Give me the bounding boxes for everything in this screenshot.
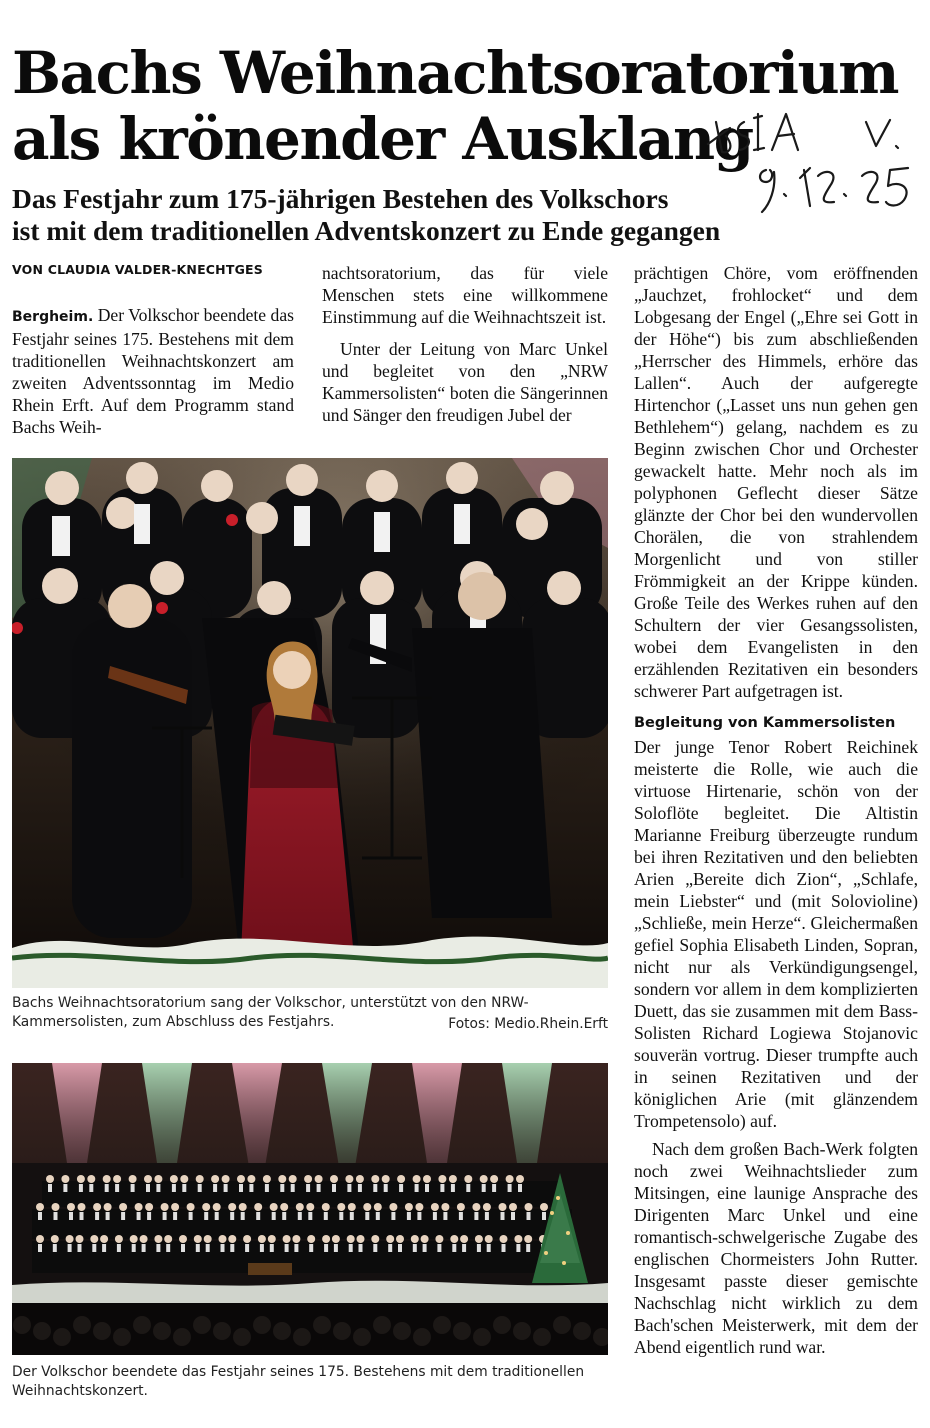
column-3-paragraph-2: Der junge Tenor Robert Reichinek meisterte die Rolle, wie auch die virtuose Hirtenarie, schön von der Soloflöte begleitet. Die Altistin Marianne Freiburg überzeugte rundum bei ihren Rezitativen und den beliebten Arien „Bereite dich Zion“, „Schlafe, mein Liebster“ und (mit Solovioline) „Schließe, mein Herze“. Gleichermaßen gefiel Sophia Elisabeth Linden, Sopran, nicht nur als Verkündigungsengel, sondern vor allem in dem komplizierten Duett, das sie zusammen mit dem Bass-Solisten Richard Logiewa Stojanovic souverän vortrug. Dieser trumpfte auch in seinen Rezitativen und der königlichen Arie (mit glänzendem Trompetensolo) auf. xyxy=(634,737,918,1131)
concert-photo-choir xyxy=(12,1063,608,1355)
subheadline-line-1: Das Festjahr zum 175-jährigen Bestehen des Volkschors xyxy=(12,183,669,214)
headline xyxy=(12,39,899,173)
column-1-text: Der Volkschor beendete das Festjahr seines 175. Bestehens mit dem traditionellen Weihnachtskonzert am zweiten Adventssonntag im Medio Rhein Erft. Auf dem Programm stand Bachs Weih- xyxy=(12,305,294,437)
photo-2-caption: Der Volkschor beendete das Festjahr seines 175. Bestehens mit dem traditionellen Weihnachtskonzert. xyxy=(12,1364,585,1399)
column-3-paragraph-1: prächtigen Chöre, vom eröffnenden „Jauchzet, frohlocket“ und dem Lobgesang der Engel („Ehre sei Gott in der Höhe“) bis zum abschließenden „Herrscher des Himmels, erhöre das Lallen“. Auch der aufgeregte Hirtenchor („Lasset uns nun gehen gen Bethlehem“) gelang, nachdem es zu Beginn zwischen Chor und Orchester gewackelt hatte. Mehr noch als im polyphonen Geflecht dieser Sätze glänzte der Chor bei den wundervollen Chorälen, die von strahlendem Morgenlicht und von stiller Frömmigkeit an der Krippe künden. Große Teile des Werkes ruhen auf den Schultern der vier Gesangssolisten, wobei dem Evangelisten in den erzählenden Rezitativen ein besonders schwerer Part aufgetragen ist. xyxy=(634,263,918,701)
dateline: Bergheim. xyxy=(12,309,94,325)
subheadline-line-2: ist mit dem traditionellen Adventskonzert zu Ende gegangen xyxy=(12,215,721,246)
column-2-paragraph-2: Unter der Leitung von Marc Unkel und begleitet von den „NRW Kammersolisten“ boten die Sängerinnen und Sänger den freudigen Jubel der xyxy=(322,339,608,425)
column-3-paragraph-3: Nach dem großen Bach-Werk folgten noch zwei Weihnachtslieder zum Mitsingen, eine launige Ansprache des Dirigenten Marc Unkel und eine romantisch-schwelgerische Zugabe des englischen Chormeisters John Rutter. Insgesamt passte dieser gemischte Nachschlag nicht wirklich zu dem Bach'schen Meisterwerk, mit dem der Abend eigentlich rund war. xyxy=(634,1139,918,1357)
concert-photo-soloist xyxy=(12,458,608,988)
column-2-paragraph-1: nachtsoratorium, das für viele Menschen stets eine willkommene Einstimmung auf die Weihnachtszeit ist. xyxy=(322,263,608,327)
section-subheading: Begleitung von Kammersolisten xyxy=(634,715,896,731)
subheadline xyxy=(12,183,812,247)
byline: VON CLAUDIA VALDER-KNECHTGES xyxy=(12,262,263,277)
photo-credit: Fotos: Medio.Rhein.Erft xyxy=(448,1016,608,1032)
article-column-1 xyxy=(12,304,294,438)
headline-line-1: Bachs Weihnachtsoratorium xyxy=(12,39,899,107)
article-column-2 xyxy=(322,262,608,426)
photo-1-caption-block xyxy=(12,994,608,1034)
headline-line-2: als krönender Ausklang xyxy=(12,105,753,173)
article-column-3 xyxy=(634,262,918,1358)
photo-2-caption-block xyxy=(12,1363,608,1401)
photo-1-caption: Bachs Weihnachtsoratorium sang der Volkschor, unterstützt von den NRW-Kammersolisten, zum Abschluss des Festjahrs. xyxy=(12,995,529,1030)
